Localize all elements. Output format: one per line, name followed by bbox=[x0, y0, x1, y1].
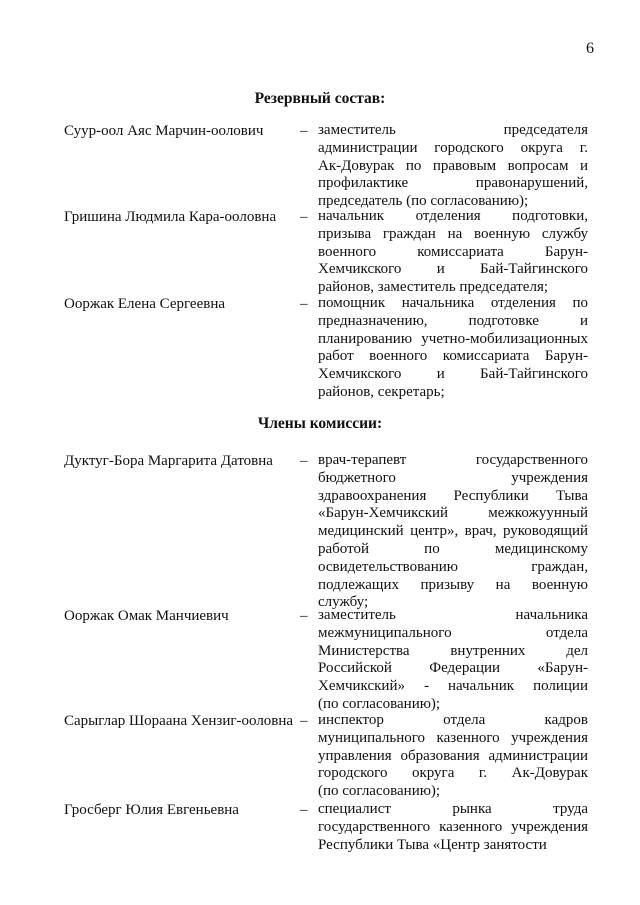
member-position bbox=[318, 295, 588, 402]
member-name: Гришина Людмила Кара-ооловна bbox=[64, 209, 277, 225]
position-line: районов, секретарь; bbox=[318, 383, 445, 400]
position-line: Республики Тыва «Центр занятости bbox=[318, 836, 547, 853]
position-line: военного комиссариата Барун- bbox=[318, 243, 588, 260]
member-name: Дуктуг-Бора Маргарита Датовна bbox=[64, 453, 273, 469]
position-line: Ак-Довурак по правовым вопросам и bbox=[318, 157, 588, 174]
member-position bbox=[318, 208, 588, 297]
position-line: администрации городского округа г. bbox=[318, 139, 588, 156]
position-line: бюджетного учреждения bbox=[318, 469, 588, 486]
position-line: Хемчикского и Бай-Тайгинского bbox=[318, 366, 588, 383]
position-line: заместитель председателя bbox=[318, 122, 588, 138]
reserve-heading: Резервный состав: bbox=[254, 90, 386, 107]
position-line: (по согласованию); bbox=[318, 783, 441, 800]
position-line: Российской Федерации «Барун- bbox=[318, 660, 588, 677]
member-position bbox=[318, 801, 588, 854]
commission-heading: Члены комиссии: bbox=[257, 415, 383, 432]
member-dash: – bbox=[300, 296, 308, 312]
position-line: Хемчикский» - начальник полиции bbox=[318, 678, 588, 695]
position-line: Министерства внутренних дел bbox=[318, 642, 588, 659]
position-line: планированию учетно-мобилизационных bbox=[318, 330, 588, 347]
position-line: подлежащих призыву на военную bbox=[318, 576, 588, 593]
position-line: предназначению, подготовке и bbox=[318, 312, 588, 329]
position-line: начальник отделения подготовки, bbox=[318, 208, 588, 224]
member-dash: – bbox=[300, 608, 308, 624]
member-dash: – bbox=[300, 123, 308, 139]
position-line: здравоохранения Республики Тыва bbox=[318, 487, 588, 504]
position-line: государственного казенного учреждения bbox=[318, 818, 588, 835]
page-number: 6 bbox=[586, 40, 594, 57]
member-name: Суур-оол Аяс Марчин-оолович bbox=[64, 123, 264, 139]
position-line: управления образования администрации bbox=[318, 747, 588, 764]
member-name: Сарыглар Шораана Хензиг-ооловна bbox=[64, 713, 294, 729]
position-line: муниципального казенного учреждения bbox=[318, 729, 588, 746]
member-name: Ооржак Елена Сергеевна bbox=[64, 296, 226, 312]
position-line: службу; bbox=[318, 594, 369, 611]
position-line: профилактике правонарушений, bbox=[318, 175, 588, 192]
member-dash: – bbox=[300, 802, 308, 818]
member-name: Ооржак Омак Манчиевич bbox=[64, 608, 229, 624]
position-line: специалист рынка труда bbox=[318, 801, 588, 817]
position-line: работой по медицинскому bbox=[318, 540, 588, 557]
position-line: городского округа г. Ак-Довурак bbox=[318, 765, 588, 782]
member-dash: – bbox=[300, 453, 308, 469]
member-position bbox=[318, 712, 588, 801]
member-dash: – bbox=[300, 713, 308, 729]
position-line: помощник начальника отделения по bbox=[318, 295, 588, 311]
position-line: призыва граждан на военную службу bbox=[318, 225, 588, 242]
member-position bbox=[318, 452, 588, 612]
position-line: инспектор отдела кадров bbox=[318, 712, 588, 728]
member-position bbox=[318, 607, 588, 714]
position-line: «Барун-Хемчикский межкожуунный bbox=[318, 505, 588, 522]
position-line: заместитель начальника bbox=[318, 607, 588, 623]
position-line: районов, заместитель председателя; bbox=[318, 279, 549, 296]
position-line: медицинский центр», врач, руководящий bbox=[318, 523, 588, 540]
member-dash: – bbox=[300, 209, 308, 225]
position-line: председатель (по согласованию); bbox=[318, 193, 529, 210]
position-line: работ военного комиссариата Барун- bbox=[318, 348, 588, 365]
position-line: врач-терапевт государственного bbox=[318, 452, 588, 468]
position-line: Хемчикского и Бай-Тайгинского bbox=[318, 261, 588, 278]
member-name: Гросберг Юлия Евгеньевна bbox=[64, 802, 239, 818]
member-position bbox=[318, 122, 588, 211]
position-line: (по согласованию); bbox=[318, 695, 441, 712]
position-line: межмуниципального отдела bbox=[318, 624, 588, 641]
position-line: освидетельствованию граждан, bbox=[318, 558, 588, 575]
